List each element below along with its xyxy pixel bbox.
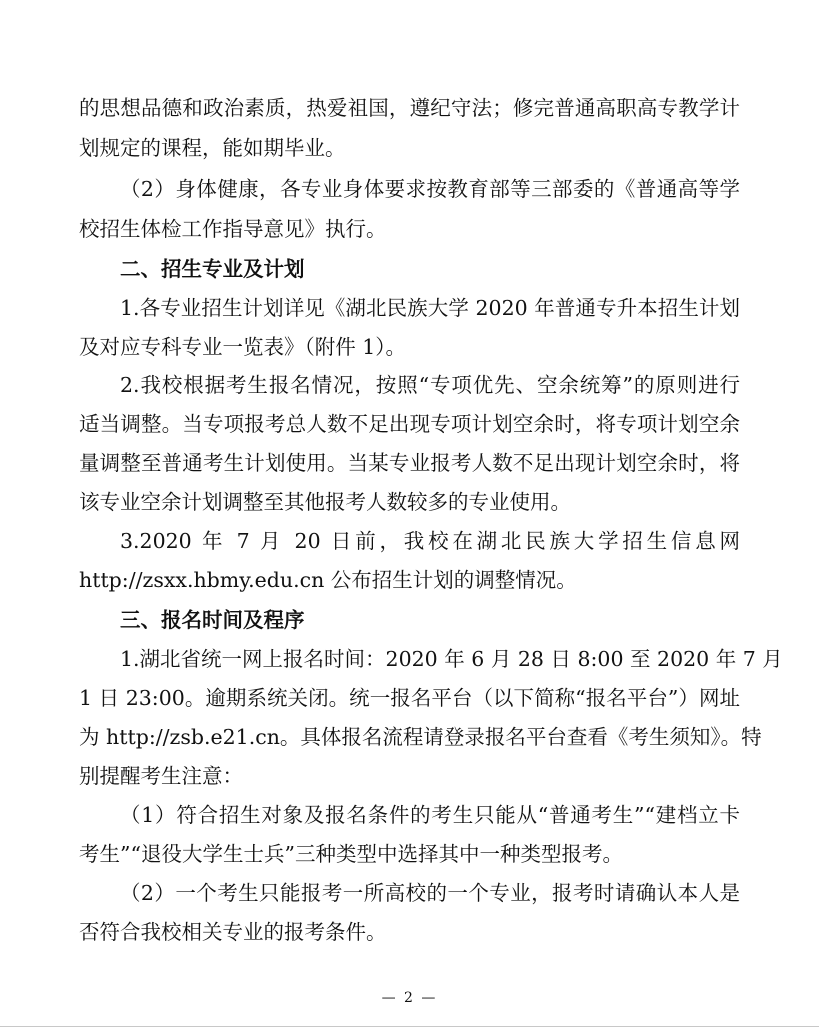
para-line: （2）一个考生只能报考一所高校的一个专业，报考时请确认本人是 <box>120 881 740 905</box>
para-line: 适当调整。当专项报考总人数不足出现专项计划空余时，将专项计划空余 <box>79 412 740 436</box>
para-line: 划规定的课程，能如期毕业。 <box>79 136 346 160</box>
para-line: 为 http://zsb.e21.cn。具体报名流程请登录报名平台查看《考生须知》。特 <box>79 725 762 749</box>
section-heading: 二、招生专业及计划 <box>120 257 305 281</box>
para-line: 的思想品德和政治素质，热爱祖国，遵纪守法；修完普通高职高专教学计 <box>79 96 740 120</box>
para-line: 1 日 23:00。逾期系统关闭。统一报名平台（以下简称“报名平台”）网址 <box>79 686 740 710</box>
para-line: http://zsxx.hbmy.edu.cn 公布招生计划的调整情况。 <box>79 568 577 592</box>
para-line: 该专业空余计划调整至其他报考人数较多的专业使用。 <box>79 490 571 514</box>
para-line: 否符合我校相关专业的报考条件。 <box>79 920 387 944</box>
para-line: （2）身体健康，各专业身体要求按教育部等三部委的《普通高等学 <box>120 177 740 201</box>
para-line: 2.我校根据考生报名情况，按照“专项优先、空余统筹”的原则进行 <box>120 373 740 397</box>
bottom-divider <box>0 1026 819 1027</box>
section-heading: 三、报名时间及程序 <box>120 608 305 632</box>
para-line: 别提醒考生注意： <box>79 764 243 788</box>
para-line: （1）符合招生对象及报名条件的考生只能从“普通考生”“建档立卡 <box>120 803 740 827</box>
para-line: 1.各专业招生计划详见《湖北民族大学 2020 年普通专升本招生计划 <box>120 296 740 320</box>
para-line: 校招生体检工作指导意见》执行。 <box>79 217 387 241</box>
para-line: 量调整至普通考生计划使用。当某专业报考人数不足出现计划空余时，将 <box>79 451 740 475</box>
para-line: 考生”“退役大学生士兵”三种类型中选择其中一种类型报考。 <box>79 842 623 866</box>
para-line: 3.2020 年 7 月 20 日前，我校在湖北民族大学招生信息网 <box>120 529 740 553</box>
para-line: 1.湖北省统一网上报名时间：2020 年 6 月 28 日 8:00 至 2020 年 7 月 <box>120 647 783 671</box>
page-number: — 2 — <box>381 990 438 1006</box>
para-line: 及对应专科专业一览表》（附件 1）。 <box>79 335 407 359</box>
